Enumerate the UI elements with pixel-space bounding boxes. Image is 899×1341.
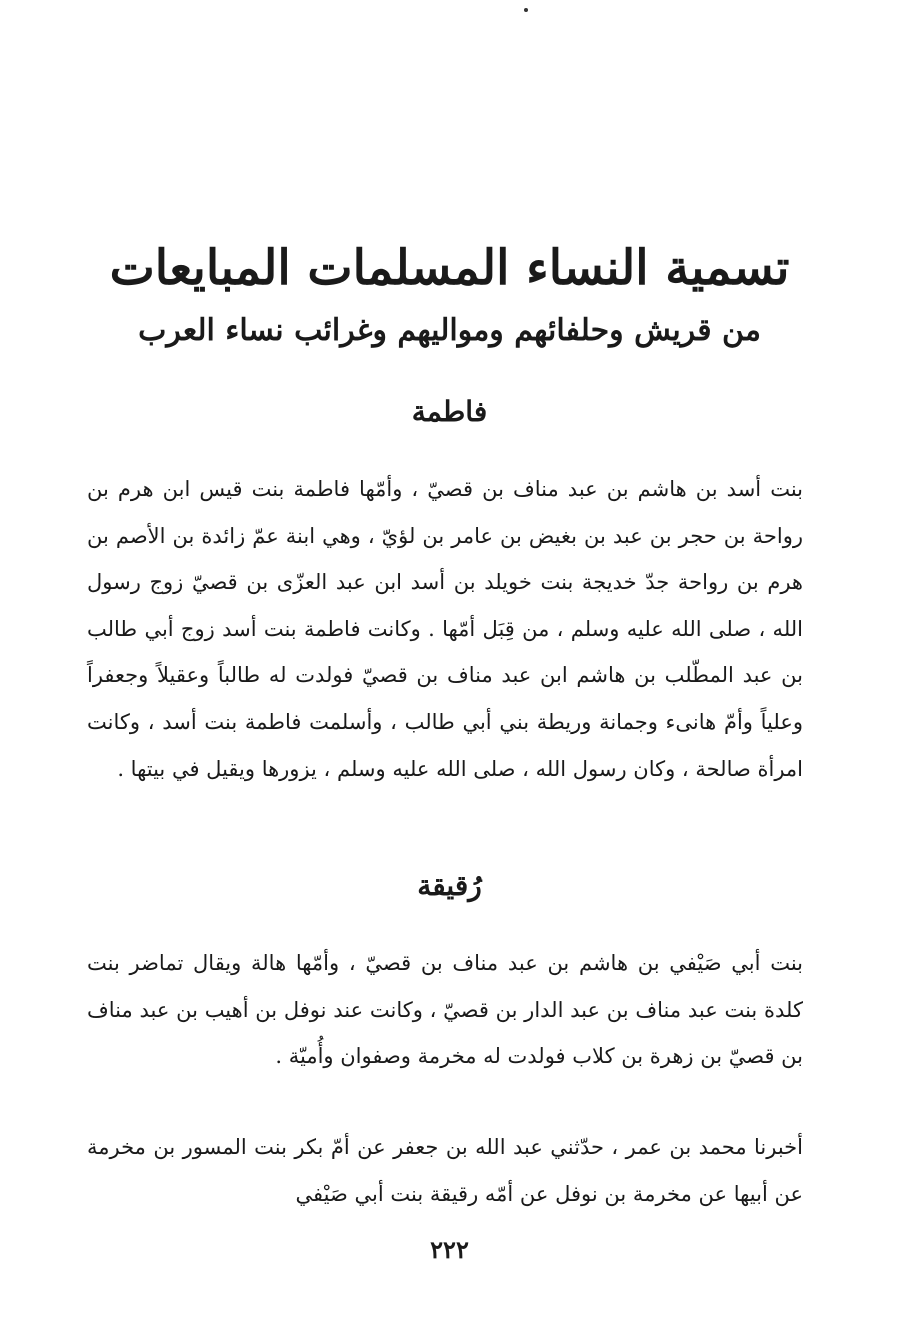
section-heading-fatima: فاطمة: [411, 395, 488, 428]
page-title: تسمية النساء المسلمات المبايعات: [109, 240, 790, 296]
page-subtitle: من قريش وحلفائهم ومواليهم وغرائب نساء العرب: [138, 313, 761, 348]
paragraph-ruqayqa-1: بنت أبي صَيْفي بن هاشم بن عبد مناف بن قصيّ ، وأمّها هالة ويقال تماضر بنت كلدة بنت عبد مناف بن عبد الدار بن قصيّ ، وكانت عند نوفل بن أهيب بن عبد مناف بن قصيّ بن زهرة بن كلاب فولدت له مخرمة وصفوان وأُميّة .: [87, 951, 803, 1069]
ink-speck: [524, 8, 528, 12]
page-number: ٢٢٢: [430, 1235, 469, 1264]
paragraph-fatima: بنت أسد بن هاشم بن عبد مناف بن قصيّ ، وأمّها فاطمة بنت قيس ابن هرم بن رواحة بن حجر بن عبد بن بغيض بن عامر بن لؤيّ ، وهي ابنة عمّ زائدة بن الأصم بن هرم بن رواحة جدّ خديجة بنت خويلد بن أسد ابن عبد العزّى بن قصيّ زوج رسول الله ، صلى الله عليه وسلم ، من قِبَل أمّها . وكانت فاطمة بنت أسد زوج أبي طالب بن عبد المطّلب بن هاشم ابن عبد مناف بن قصيّ فولدت له طالباً وعقيلاً وجعفراً وعلياً وأمّ هانىء وجمانة وريطة بني أبي طالب ، وأسلمت فاطمة بنت أسد ، وكانت امرأة صالحة ، وكان رسول الله ، صلى الله عليه وسلم ، يزورها ويقيل في بيتها .: [87, 477, 803, 781]
section-heading-ruqayqa: رُقيقة: [417, 869, 482, 902]
paragraph-ruqayqa-2: أخبرنا محمد بن عمر ، حدّثني عبد الله بن جعفر عن أمّ بكر بنت المسور بن مخرمة عن أبيها عن مخرمة بن نوفل عن أمّه رقيقة بنت أبي صَيْفي: [87, 1135, 803, 1206]
